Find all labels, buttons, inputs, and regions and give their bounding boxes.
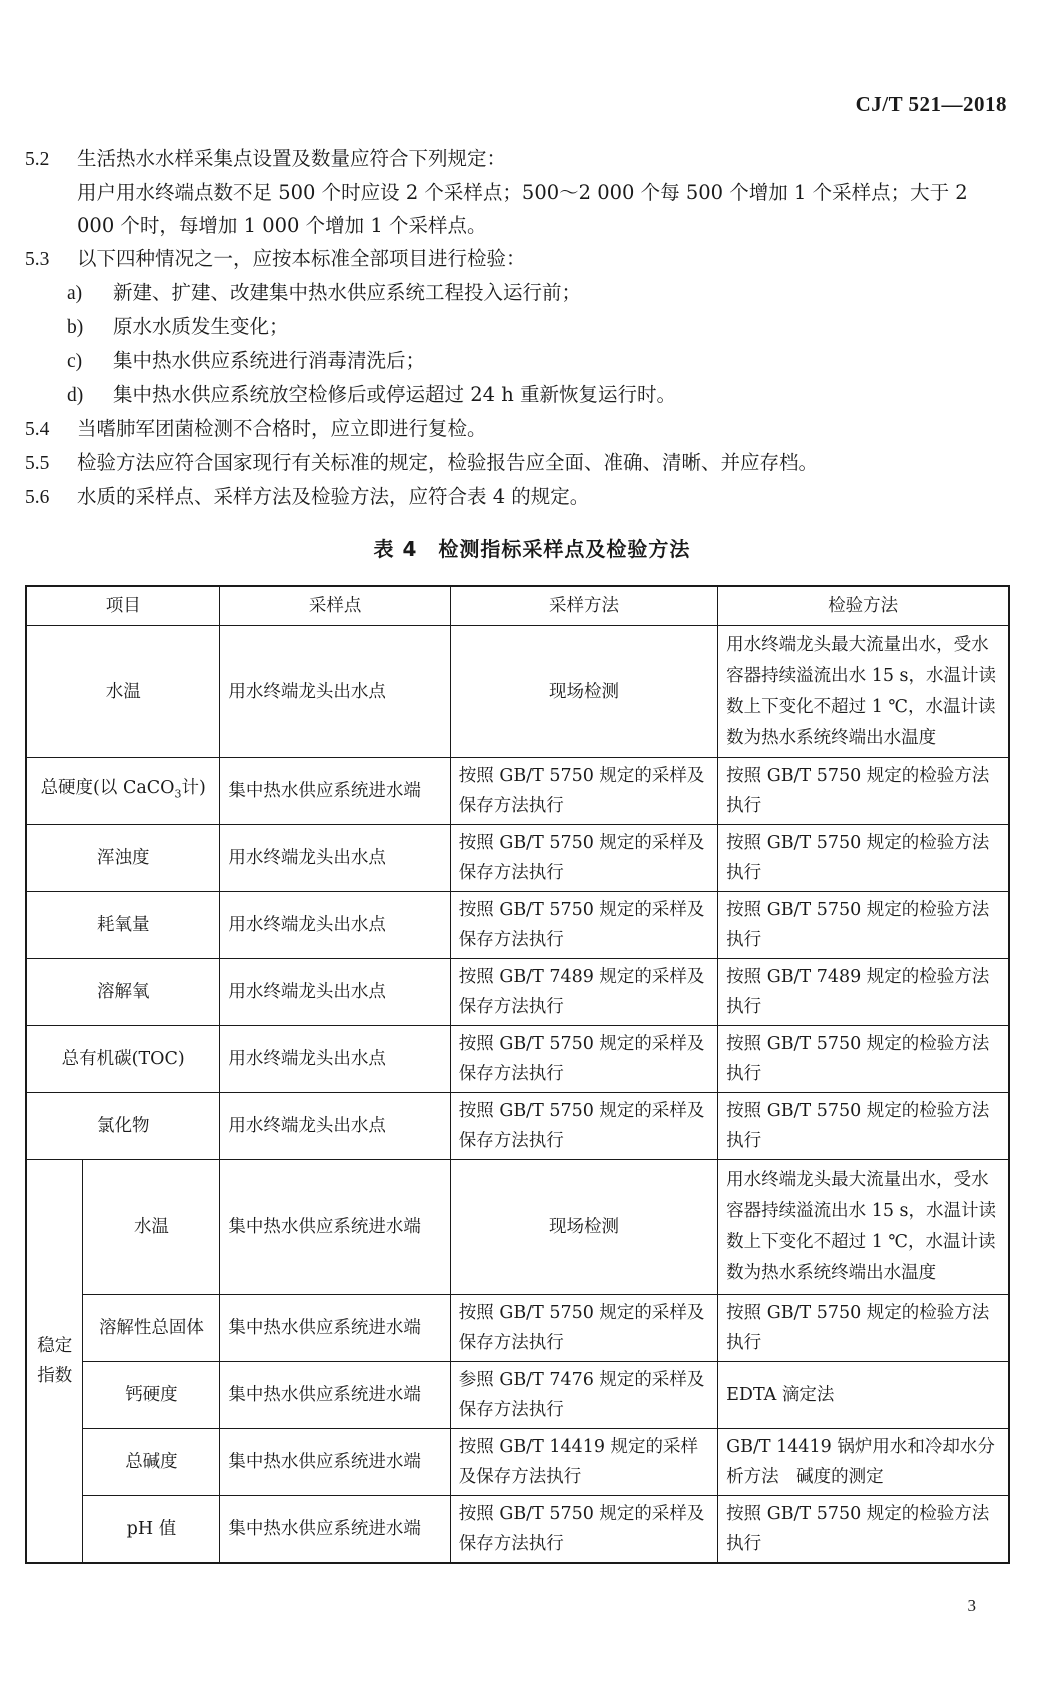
cell-point: 用水终端龙头出水点 xyxy=(220,1026,450,1093)
list-text: 集中热水供应系统放空检修后或停运超过 24 h 重新恢复运行时。 xyxy=(113,383,676,406)
table-row xyxy=(26,1026,1009,1093)
cell-method: 按照 GB/T 5750 规定的检验方法执行 xyxy=(718,1496,1009,1563)
header-sampling-point: 采样点 xyxy=(220,586,450,626)
cell-point: 用水终端龙头出水点 xyxy=(220,626,450,758)
cell-point: 集中热水供应系统进水端 xyxy=(220,1295,450,1362)
cell-point: 集中热水供应系统进水端 xyxy=(220,1429,450,1496)
list-item-c xyxy=(25,344,1010,378)
table-row xyxy=(26,892,1009,959)
cell-sampling: 按照 GB/T 5750 规定的采样及保存方法执行 xyxy=(450,892,717,959)
clause-text: 当嗜肺军团菌检测不合格时，应立即进行复检。 xyxy=(77,417,487,440)
cell-sampling: 按照 GB/T 7489 规定的采样及保存方法执行 xyxy=(450,959,717,1026)
clause-text: 水质的采样点、采样方法及检验方法，应符合表 4 的规定。 xyxy=(77,485,590,508)
cell-sampling: 参照 GB/T 7476 规定的采样及保存方法执行 xyxy=(450,1362,717,1429)
clause-number: 5.5 xyxy=(25,453,50,474)
cell-method: 用水终端龙头最大流量出水，受水容器持续溢流出水 15 s，水温计读数上下变化不超过 1 ℃，水温计读数为热水系统终端出水温度 xyxy=(718,1160,1009,1295)
cell-method: 按照 GB/T 7489 规定的检验方法执行 xyxy=(718,959,1009,1026)
cell-item: 溶解氧 xyxy=(26,959,220,1026)
cell-method: 按照 GB/T 5750 规定的检验方法执行 xyxy=(718,1026,1009,1093)
cell-point: 集中热水供应系统进水端 xyxy=(220,758,450,825)
table-title: 表 4 检测指标采样点及检验方法 xyxy=(373,537,691,561)
header-sampling-method: 采样方法 xyxy=(450,586,717,626)
list-text: 集中热水供应系统进行消毒清洗后； xyxy=(113,349,426,372)
clause-number: 5.4 xyxy=(25,419,50,440)
cell-method: 按照 GB/T 5750 规定的检验方法执行 xyxy=(718,892,1009,959)
cell-method: EDTA 滴定法 xyxy=(718,1362,1009,1429)
clause-text: 检验方法应符合国家现行有关标准的规定，检验报告应全面、准确、清晰、并应存档。 xyxy=(77,451,819,474)
group-label-text: 稳定指数 xyxy=(37,1335,73,1386)
clause-5-2-detail xyxy=(25,176,1010,242)
clause-5-4 xyxy=(25,412,1010,446)
header-item: 项目 xyxy=(26,586,220,626)
cell-item: 钙硬度 xyxy=(83,1362,220,1429)
cell-method: 按照 GB/T 5750 规定的检验方法执行 xyxy=(718,1295,1009,1362)
list-item-a xyxy=(25,276,1010,310)
header-test-method: 检验方法 xyxy=(718,586,1009,626)
table-row xyxy=(26,1429,1009,1496)
cell-item: 总碱度 xyxy=(83,1429,220,1496)
clause-number: 5.6 xyxy=(25,487,50,508)
subscript: 3 xyxy=(174,787,182,801)
cell-item: 耗氧量 xyxy=(26,892,220,959)
cell-sampling: 按照 GB/T 5750 规定的采样及保存方法执行 xyxy=(450,1496,717,1563)
cell-method: GB/T 14419 锅炉用水和冷却水分析方法 碱度的测定 xyxy=(718,1429,1009,1496)
table-row xyxy=(26,1362,1009,1429)
table-row xyxy=(26,1160,1009,1295)
table-row xyxy=(26,1295,1009,1362)
list-text: 新建、扩建、改建集中热水供应系统工程投入运行前； xyxy=(113,281,582,304)
cell-point: 用水终端龙头出水点 xyxy=(220,892,450,959)
cell-sampling: 按照 GB/T 5750 规定的采样及保存方法执行 xyxy=(450,825,717,892)
cell-point: 集中热水供应系统进水端 xyxy=(220,1362,450,1429)
cell-sampling: 按照 GB/T 5750 规定的采样及保存方法执行 xyxy=(450,758,717,825)
clause-text: 以下四种情况之一，应按本标准全部项目进行检验： xyxy=(77,247,526,270)
list-item-d xyxy=(25,378,1010,412)
cell-sampling: 按照 GB/T 5750 规定的采样及保存方法执行 xyxy=(450,1093,717,1160)
clauses-section xyxy=(25,142,1010,514)
cell-method: 按照 GB/T 5750 规定的检验方法执行 xyxy=(718,1093,1009,1160)
table-row xyxy=(26,825,1009,892)
cell-point: 集中热水供应系统进水端 xyxy=(220,1160,450,1295)
cell-sampling: 按照 GB/T 14419 规定的采样及保存方法执行 xyxy=(450,1429,717,1496)
cell-item-text-tail: 计) xyxy=(181,777,206,798)
cell-item: 水温 xyxy=(83,1160,220,1295)
cell-point: 集中热水供应系统进水端 xyxy=(220,1496,450,1563)
cell-sampling: 按照 GB/T 5750 规定的采样及保存方法执行 xyxy=(450,1295,717,1362)
list-label: c) xyxy=(67,351,83,372)
table-row xyxy=(26,758,1009,825)
cell-sampling: 现场检测 xyxy=(450,626,717,758)
cell-method: 按照 GB/T 5750 规定的检验方法执行 xyxy=(718,825,1009,892)
cell-item: pH 值 xyxy=(83,1496,220,1563)
list-item-b xyxy=(25,310,1010,344)
cell-item: 溶解性总固体 xyxy=(83,1295,220,1362)
cell-method: 用水终端龙头最大流量出水，受水容器持续溢流出水 15 s，水温计读数上下变化不超过 1 ℃，水温计读数为热水系统终端出水温度 xyxy=(718,626,1009,758)
cell-item xyxy=(26,758,220,825)
table-row xyxy=(26,1496,1009,1563)
cell-item: 总有机碳(TOC) xyxy=(26,1026,220,1093)
clause-5-3 xyxy=(25,242,1010,276)
clause-5-2 xyxy=(25,142,1010,176)
table-header-row xyxy=(26,586,1009,626)
inspection-table xyxy=(25,585,1010,1564)
cell-item-text: 总硬度(以 CaCO xyxy=(40,777,175,798)
clause-5-6 xyxy=(25,480,1010,514)
cell-point: 用水终端龙头出水点 xyxy=(220,959,450,1026)
cell-sampling: 按照 GB/T 5750 规定的采样及保存方法执行 xyxy=(450,1026,717,1093)
cell-method: 按照 GB/T 5750 规定的检验方法执行 xyxy=(718,758,1009,825)
cell-item: 氯化物 xyxy=(26,1093,220,1160)
cell-item: 水温 xyxy=(26,626,220,758)
table-row xyxy=(26,959,1009,1026)
table-row xyxy=(26,626,1009,758)
page-number: 3 xyxy=(967,1596,976,1615)
list-label: a) xyxy=(67,283,83,304)
cell-point: 用水终端龙头出水点 xyxy=(220,825,450,892)
clause-number: 5.3 xyxy=(25,249,50,270)
list-text: 原水水质发生变化； xyxy=(113,315,289,338)
cell-point: 用水终端龙头出水点 xyxy=(220,1093,450,1160)
clause-text: 用户用水终端点数不足 500 个时应设 2 个采样点；500～2 000 个每 500 个增加 1 个采样点；大于 2 000 个时，每增加 1 000 个增加 1 个采样点。 xyxy=(77,181,968,237)
list-label: b) xyxy=(67,317,84,338)
clause-5-5 xyxy=(25,446,1010,480)
group-label-stability-index xyxy=(26,1160,83,1563)
clause-number: 5.2 xyxy=(25,149,50,170)
doc-code: CJ/T 521—2018 xyxy=(855,92,1007,116)
table-row xyxy=(26,1093,1009,1160)
list-label: d) xyxy=(67,385,84,406)
clause-text: 生活热水水样采集点设置及数量应符合下列规定： xyxy=(77,147,507,170)
cell-item: 浑浊度 xyxy=(26,825,220,892)
cell-sampling: 现场检测 xyxy=(450,1160,717,1295)
